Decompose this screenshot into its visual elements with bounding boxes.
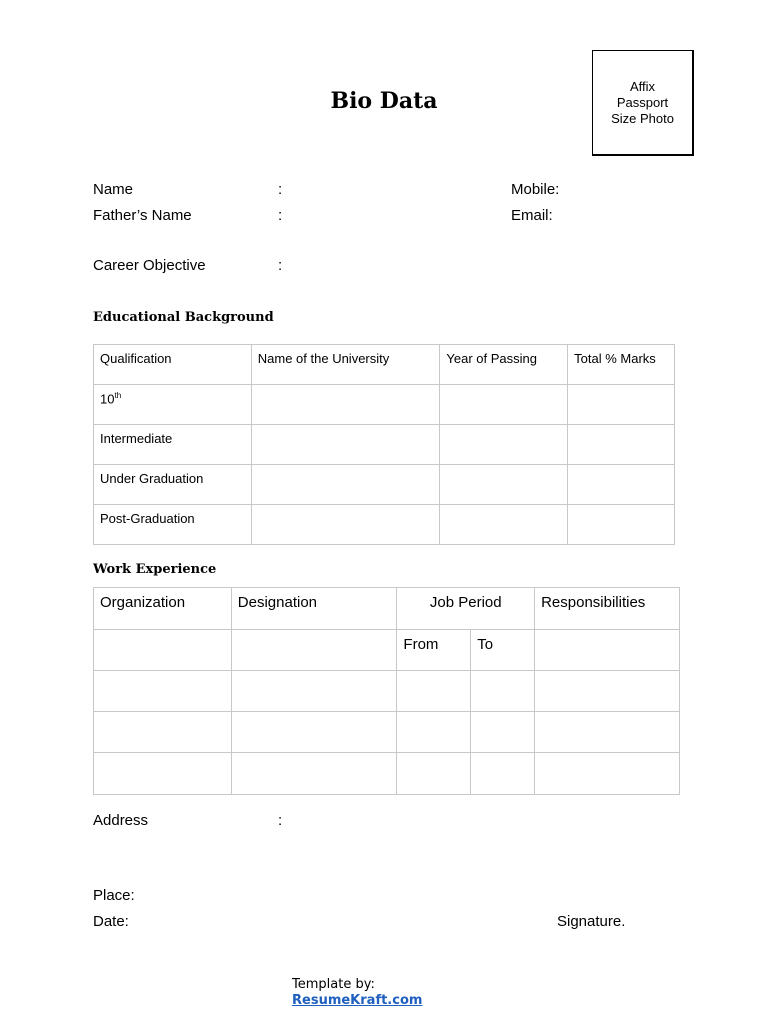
header-job-period: Job Period [397,588,535,630]
marks-cell[interactable] [568,425,675,465]
organization-cell[interactable] [94,712,232,753]
from-cell[interactable] [397,712,471,753]
table-row [94,505,675,545]
header-qualification: Qualification [94,345,252,385]
responsibilities-cell[interactable] [535,712,680,753]
resumekraft-link[interactable]: ResumeKraft.com [292,993,423,1008]
qualification-post-graduation: Post-Graduation [94,505,252,545]
education-table [93,344,675,545]
responsibilities-cell[interactable] [535,630,680,671]
header-total-marks: Total % Marks [568,345,675,385]
header-university: Name of the University [251,345,440,385]
responsibilities-cell[interactable] [535,671,680,712]
header-responsibilities: Responsibilities [535,588,680,630]
year-cell[interactable] [440,425,568,465]
date-label: Date: [93,913,129,930]
to-cell[interactable] [471,671,535,712]
address-label: Address [93,812,149,829]
name-colon: : [278,181,283,198]
qualification-cell [94,385,252,425]
year-cell[interactable] [440,465,568,505]
organization-cell[interactable] [94,671,232,712]
organization-cell[interactable] [94,753,232,795]
photo-box-line-2: Passport [616,94,669,110]
responsibilities-cell[interactable] [535,753,680,795]
organization-cell[interactable] [94,630,232,671]
career-objective-label: Career Objective [93,257,206,274]
table-row [94,385,675,425]
qualification-intermediate: Intermediate [94,425,252,465]
photo-box-line-1: Affix [629,78,656,94]
designation-cell[interactable] [231,630,397,671]
header-organization: Organization [94,588,232,630]
address-colon: : [278,812,283,829]
from-cell[interactable] [397,671,471,712]
career-objective-colon: : [278,257,283,274]
credit-prefix: Template by: [292,977,375,992]
designation-cell[interactable] [231,753,397,795]
education-heading: Educational Background [93,310,274,325]
table-row [94,753,680,795]
work-experience-heading: Work Experience [93,562,217,577]
to-cell[interactable] [471,753,535,795]
ordinal-suffix: th [114,391,122,400]
table-row [94,425,675,465]
table-row [94,671,680,712]
mobile-label: Mobile: [511,181,560,198]
university-cell[interactable] [251,465,440,505]
template-credit [292,977,422,1009]
from-cell[interactable] [397,753,471,795]
document-title: Bio Data [330,88,438,114]
photo-placeholder-box [592,50,694,156]
year-cell[interactable] [440,505,568,545]
photo-box-line-3: Size Photo [611,110,674,126]
qualification-10th: 10 [100,391,115,407]
name-label: Name [93,181,134,198]
table-row [94,712,680,753]
table-row [94,465,675,505]
email-label: Email: [511,207,553,224]
university-cell[interactable] [251,505,440,545]
work-header-row [94,588,680,630]
place-label: Place: [93,887,135,904]
designation-cell[interactable] [231,712,397,753]
fathers-name-label: Father’s Name [93,207,192,224]
education-header-row [94,345,675,385]
work-experience-table [93,587,680,795]
year-cell[interactable] [440,385,568,425]
university-cell[interactable] [251,425,440,465]
signature-label: Signature. [557,913,626,930]
designation-cell[interactable] [231,671,397,712]
marks-cell[interactable] [568,505,675,545]
header-designation: Designation [231,588,397,630]
marks-cell[interactable] [568,465,675,505]
to-cell[interactable] [471,712,535,753]
work-subheader-row [94,630,680,671]
header-year-of-passing: Year of Passing [440,345,568,385]
fathers-name-colon: : [278,207,283,224]
university-cell[interactable] [251,385,440,425]
header-to: To [471,630,535,671]
marks-cell[interactable] [568,385,675,425]
qualification-under-graduation: Under Graduation [94,465,252,505]
header-from: From [397,630,471,671]
